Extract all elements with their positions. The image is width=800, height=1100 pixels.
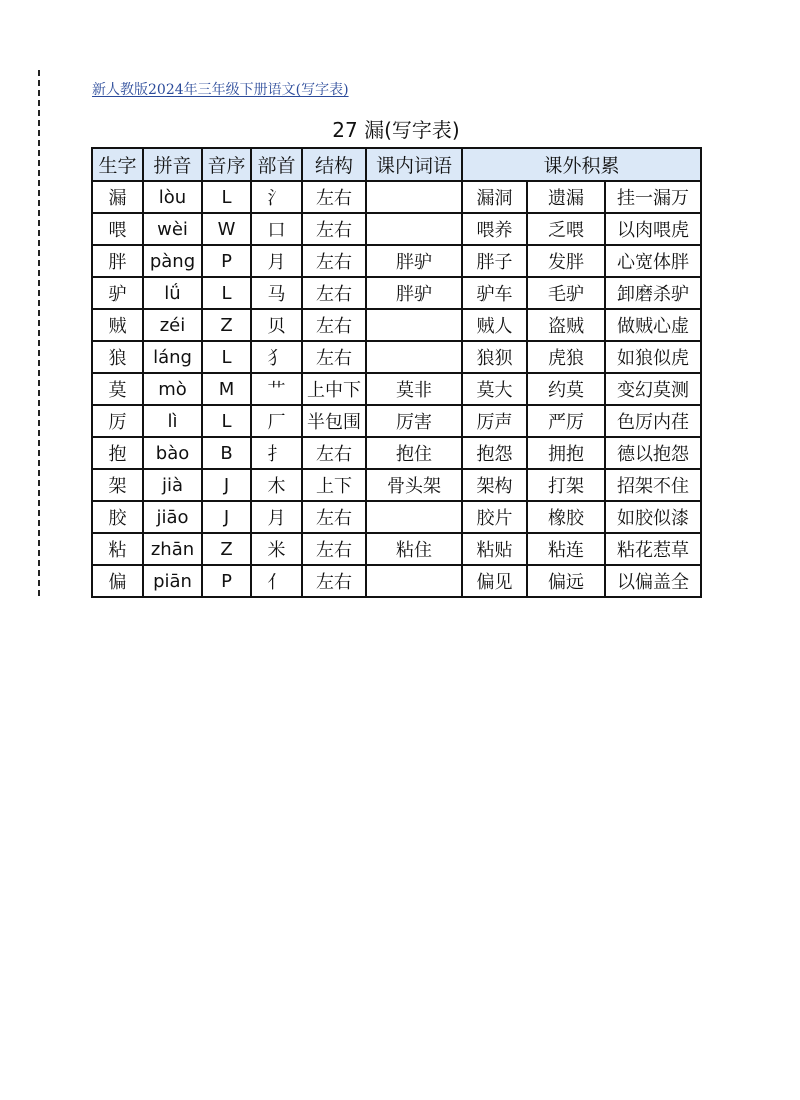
cell-structure: 上中下 — [302, 373, 366, 405]
cell-course-word — [366, 341, 462, 373]
cell-structure: 左右 — [302, 277, 366, 309]
cell-structure: 左右 — [302, 245, 366, 277]
cell-pinyin: láng — [143, 341, 202, 373]
cell-extra-word-3: 如狼似虎 — [605, 341, 701, 373]
cell-character: 架 — [92, 469, 143, 501]
col-header-pinyin: 拼音 — [143, 148, 202, 181]
binding-margin-dashes — [38, 70, 40, 596]
cell-course-word: 胖驴 — [366, 245, 462, 277]
cell-extra-word-2: 粘连 — [527, 533, 605, 565]
cell-pinyin: lì — [143, 405, 202, 437]
table-row — [92, 181, 701, 213]
cell-character: 驴 — [92, 277, 143, 309]
cell-index: W — [202, 213, 251, 245]
cell-extra-word-2: 发胖 — [527, 245, 605, 277]
table-row — [92, 405, 701, 437]
cell-extra-word-3: 做贼心虚 — [605, 309, 701, 341]
cell-extra-word-3: 色厉内荏 — [605, 405, 701, 437]
cell-structure: 左右 — [302, 341, 366, 373]
cell-extra-word-1: 抱怨 — [462, 437, 527, 469]
cell-character: 抱 — [92, 437, 143, 469]
cell-pinyin: bào — [143, 437, 202, 469]
cell-extra-word-2: 遗漏 — [527, 181, 605, 213]
cell-course-word: 骨头架 — [366, 469, 462, 501]
cell-character: 狼 — [92, 341, 143, 373]
cell-structure: 半包围 — [302, 405, 366, 437]
cell-pinyin: pàng — [143, 245, 202, 277]
cell-extra-word-2: 拥抱 — [527, 437, 605, 469]
cell-extra-word-3: 挂一漏万 — [605, 181, 701, 213]
cell-index: L — [202, 405, 251, 437]
cell-structure: 左右 — [302, 437, 366, 469]
cell-extra-word-1: 偏见 — [462, 565, 527, 597]
table-row — [92, 309, 701, 341]
table-row — [92, 245, 701, 277]
cell-index: L — [202, 277, 251, 309]
cell-radical: 米 — [251, 533, 302, 565]
cell-radical: 木 — [251, 469, 302, 501]
cell-index: P — [202, 565, 251, 597]
cell-extra-word-1: 架构 — [462, 469, 527, 501]
cell-radical: 厂 — [251, 405, 302, 437]
cell-extra-word-2: 打架 — [527, 469, 605, 501]
cell-extra-word-2: 严厉 — [527, 405, 605, 437]
table-row — [92, 565, 701, 597]
col-header-radical: 部首 — [251, 148, 302, 181]
cell-course-word — [366, 181, 462, 213]
cell-radical: 口 — [251, 213, 302, 245]
cell-course-word: 莫非 — [366, 373, 462, 405]
cell-course-word: 胖驴 — [366, 277, 462, 309]
cell-extra-word-2: 橡胶 — [527, 501, 605, 533]
cell-course-word: 粘住 — [366, 533, 462, 565]
cell-extra-word-3: 粘花惹草 — [605, 533, 701, 565]
cell-structure: 左右 — [302, 181, 366, 213]
cell-extra-word-2: 毛驴 — [527, 277, 605, 309]
cell-extra-word-2: 乏喂 — [527, 213, 605, 245]
table-row — [92, 501, 701, 533]
cell-pinyin: mò — [143, 373, 202, 405]
col-header-extra-words: 课外积累 — [462, 148, 701, 181]
cell-character: 喂 — [92, 213, 143, 245]
cell-structure: 左右 — [302, 533, 366, 565]
cell-pinyin: piān — [143, 565, 202, 597]
table-row — [92, 469, 701, 501]
col-header-character: 生字 — [92, 148, 143, 181]
cell-pinyin: wèi — [143, 213, 202, 245]
cell-pinyin: zéi — [143, 309, 202, 341]
character-table — [91, 147, 702, 598]
cell-extra-word-1: 胶片 — [462, 501, 527, 533]
cell-structure: 左右 — [302, 501, 366, 533]
cell-character: 胖 — [92, 245, 143, 277]
cell-extra-word-3: 德以抱怨 — [605, 437, 701, 469]
cell-course-word — [366, 309, 462, 341]
col-header-course-words: 课内词语 — [366, 148, 462, 181]
cell-radical: 贝 — [251, 309, 302, 341]
cell-extra-word-3: 如胶似漆 — [605, 501, 701, 533]
cell-pinyin: lǘ — [143, 277, 202, 309]
cell-index: P — [202, 245, 251, 277]
table-row — [92, 277, 701, 309]
cell-extra-word-1: 狼狈 — [462, 341, 527, 373]
cell-radical: 亻 — [251, 565, 302, 597]
cell-extra-word-3: 以肉喂虎 — [605, 213, 701, 245]
cell-radical: 马 — [251, 277, 302, 309]
cell-character: 胶 — [92, 501, 143, 533]
cell-course-word — [366, 565, 462, 597]
col-header-structure: 结构 — [302, 148, 366, 181]
cell-index: L — [202, 181, 251, 213]
cell-radical: 扌 — [251, 437, 302, 469]
cell-pinyin: jià — [143, 469, 202, 501]
cell-structure: 左右 — [302, 213, 366, 245]
cell-extra-word-2: 虎狼 — [527, 341, 605, 373]
cell-extra-word-1: 驴车 — [462, 277, 527, 309]
cell-course-word — [366, 501, 462, 533]
cell-extra-word-2: 约莫 — [527, 373, 605, 405]
cell-index: B — [202, 437, 251, 469]
cell-course-word: 厉害 — [366, 405, 462, 437]
page-title: 27 漏(写字表) — [332, 118, 460, 142]
cell-extra-word-1: 漏洞 — [462, 181, 527, 213]
cell-extra-word-3: 心宽体胖 — [605, 245, 701, 277]
cell-index: Z — [202, 533, 251, 565]
table-header-row — [92, 148, 701, 181]
document-header: 新人教版2024年三年级下册语文(写字表) — [92, 82, 349, 98]
cell-structure: 上下 — [302, 469, 366, 501]
table-row — [92, 213, 701, 245]
cell-index: J — [202, 469, 251, 501]
cell-radical: 月 — [251, 245, 302, 277]
cell-extra-word-1: 喂养 — [462, 213, 527, 245]
cell-structure: 左右 — [302, 309, 366, 341]
table-row — [92, 533, 701, 565]
cell-pinyin: zhān — [143, 533, 202, 565]
table-row — [92, 373, 701, 405]
cell-extra-word-3: 以偏盖全 — [605, 565, 701, 597]
cell-index: L — [202, 341, 251, 373]
cell-radical: 月 — [251, 501, 302, 533]
table-row — [92, 437, 701, 469]
cell-extra-word-3: 卸磨杀驴 — [605, 277, 701, 309]
cell-radical: 氵 — [251, 181, 302, 213]
cell-extra-word-2: 盗贼 — [527, 309, 605, 341]
cell-pinyin: lòu — [143, 181, 202, 213]
cell-radical: 犭 — [251, 341, 302, 373]
cell-extra-word-1: 厉声 — [462, 405, 527, 437]
cell-extra-word-2: 偏远 — [527, 565, 605, 597]
cell-index: M — [202, 373, 251, 405]
cell-index: J — [202, 501, 251, 533]
cell-extra-word-1: 胖子 — [462, 245, 527, 277]
cell-extra-word-1: 贼人 — [462, 309, 527, 341]
cell-course-word: 抱住 — [366, 437, 462, 469]
cell-radical: 艹 — [251, 373, 302, 405]
cell-character: 偏 — [92, 565, 143, 597]
cell-structure: 左右 — [302, 565, 366, 597]
cell-pinyin: jiāo — [143, 501, 202, 533]
cell-character: 贼 — [92, 309, 143, 341]
col-header-index: 音序 — [202, 148, 251, 181]
cell-course-word — [366, 213, 462, 245]
cell-index: Z — [202, 309, 251, 341]
cell-character: 厉 — [92, 405, 143, 437]
cell-extra-word-3: 招架不住 — [605, 469, 701, 501]
cell-extra-word-3: 变幻莫测 — [605, 373, 701, 405]
cell-character: 漏 — [92, 181, 143, 213]
cell-extra-word-1: 粘贴 — [462, 533, 527, 565]
cell-extra-word-1: 莫大 — [462, 373, 527, 405]
cell-character: 莫 — [92, 373, 143, 405]
table-row — [92, 341, 701, 373]
cell-character: 粘 — [92, 533, 143, 565]
